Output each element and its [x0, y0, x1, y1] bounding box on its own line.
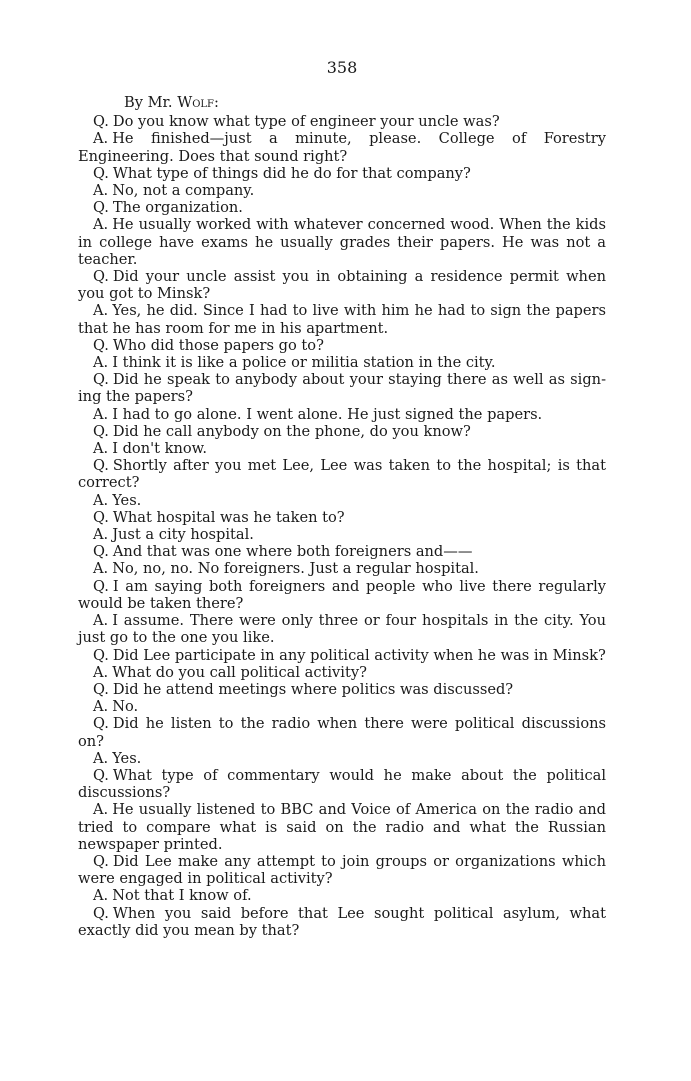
question-paragraph	[78, 113, 606, 130]
testimony-text: What hospital was he taken to?	[112, 508, 345, 526]
answer-paragraph	[78, 354, 606, 371]
speaker-tag: Q.	[93, 904, 109, 922]
question-paragraph	[78, 715, 606, 749]
speaker-tag: Q.	[93, 543, 109, 561]
testimony-text: What type of things did he do for that company?	[112, 164, 471, 182]
testimony-text: What do you call political activity?	[112, 663, 367, 681]
speaker-tag: Q.	[93, 199, 109, 217]
speaker-tag: Q.	[93, 457, 109, 475]
speaker-tag: A.	[93, 216, 109, 234]
speaker-tag: Q.	[93, 577, 109, 595]
testimony-text: He usually listened to BBC and Voice of America on the radio and tried to compare what is said on the radio and what the Russian newspaper printed.	[78, 801, 606, 853]
speaker-tag: Q.	[93, 646, 109, 664]
speaker-tag: Q.	[93, 852, 109, 870]
speaker-tag: A.	[93, 354, 109, 372]
question-paragraph	[78, 767, 606, 801]
testimony-text: I am saying both foreigners and people who live there regularly would be taken there?	[78, 577, 606, 612]
testimony-text: He usually worked with whatever concerned wood. When the kids in college have exams he usually grades their papers. He was not a teacher.	[78, 216, 606, 268]
speaker-tag: Q.	[93, 268, 109, 286]
testimony-text: What type of commentary would he make about the political discussions?	[78, 766, 606, 802]
testimony-text: When you said before that Lee sought political asylum, what exactly did you mean by that?	[78, 904, 606, 939]
examiner-prefix: By Mr.	[124, 94, 178, 111]
speaker-tag: Q.	[93, 336, 109, 354]
answer-paragraph	[78, 526, 606, 543]
examiner-name: Wolf	[177, 94, 214, 111]
testimony-text: Did Lee participate in any political activity when he was in Minsk?	[112, 646, 606, 664]
answer-paragraph	[78, 406, 606, 423]
speaker-tag: A.	[93, 749, 109, 767]
testimony-text: I think it is like a police or militia station in the city.	[112, 354, 496, 372]
question-paragraph	[78, 423, 606, 440]
testimony-text: No.	[112, 698, 139, 716]
testimony-text: Not that I know of.	[112, 887, 252, 905]
testimony-text: I had to go alone. I went alone. He just signed the papers.	[112, 405, 543, 423]
testimony-text: Did he attend meetings where politics was discussed?	[112, 680, 514, 698]
testimony-text: Did Lee make any attempt to join groups or organizations which were engaged in political activity?	[78, 852, 606, 888]
speaker-tag: Q.	[93, 371, 109, 389]
speaker-tag: A.	[93, 887, 109, 905]
question-paragraph	[78, 853, 606, 887]
testimony-text: Did he listen to the radio when there were political discussions on?	[78, 715, 606, 750]
speaker-tag: A.	[93, 526, 109, 544]
testimony-text: Did your uncle assist you in obtaining a residence permit when you got to Minsk?	[78, 268, 606, 303]
speaker-tag: Q.	[93, 508, 109, 526]
question-paragraph	[78, 681, 606, 698]
document-page	[78, 58, 606, 939]
speaker-tag: Q.	[93, 680, 109, 698]
answer-paragraph	[78, 302, 606, 336]
speaker-tag: A.	[93, 130, 109, 148]
answer-paragraph	[78, 492, 606, 509]
speaker-tag: A.	[93, 405, 109, 423]
testimony-text: No, no, no. No foreigners. Just a regular hospital.	[112, 560, 479, 578]
testimony-text: He finished—just a minute, please. College of Forestry Engineering. Does that sound right?	[78, 130, 606, 165]
question-paragraph	[78, 165, 606, 182]
answer-paragraph	[78, 440, 606, 457]
answer-paragraph	[78, 182, 606, 199]
testimony-transcript	[78, 113, 606, 939]
testimony-text: Do you know what type of engineer your uncle was?	[112, 113, 500, 131]
examiner-heading	[78, 94, 606, 111]
speaker-tag: A.	[93, 491, 109, 509]
testimony-text: Did he call anybody on the phone, do you know?	[112, 422, 471, 440]
testimony-text: I assume. There were only three or four hospitals in the city. You just go to the one you like.	[78, 612, 606, 647]
answer-paragraph	[78, 130, 606, 164]
testimony-text: Yes.	[112, 749, 142, 767]
testimony-text: No, not a company.	[112, 182, 255, 200]
testimony-text: Who did those papers go to?	[112, 336, 324, 354]
question-paragraph	[78, 199, 606, 216]
speaker-tag: A.	[93, 663, 109, 681]
speaker-tag: A.	[93, 801, 109, 819]
speaker-tag: Q.	[93, 766, 109, 784]
testimony-text: I don't know.	[112, 440, 208, 458]
answer-paragraph	[78, 801, 606, 853]
question-paragraph	[78, 457, 606, 491]
speaker-tag: A.	[93, 302, 109, 320]
question-paragraph	[78, 509, 606, 526]
answer-paragraph	[78, 750, 606, 767]
answer-paragraph	[78, 664, 606, 681]
question-paragraph	[78, 543, 606, 560]
question-paragraph	[78, 268, 606, 302]
testimony-text: Just a city hospital.	[112, 526, 254, 544]
question-paragraph	[78, 647, 606, 664]
speaker-tag: A.	[93, 612, 109, 630]
speaker-tag: Q.	[93, 422, 109, 440]
answer-paragraph	[78, 887, 606, 904]
speaker-tag: Q.	[93, 715, 109, 733]
testimony-text: Yes.	[112, 491, 142, 509]
examiner-suffix: :	[213, 94, 219, 111]
answer-paragraph	[78, 216, 606, 268]
speaker-tag: A.	[93, 182, 109, 200]
testimony-text: The organization.	[112, 199, 243, 217]
page-number: 358	[326, 58, 358, 77]
speaker-tag: Q.	[93, 164, 109, 182]
speaker-tag: A.	[93, 560, 109, 578]
question-paragraph	[78, 905, 606, 939]
speaker-tag: A.	[93, 698, 109, 716]
answer-paragraph	[78, 612, 606, 646]
question-paragraph	[78, 337, 606, 354]
question-paragraph	[78, 371, 606, 405]
testimony-text: And that was one where both foreigners and——	[112, 543, 473, 561]
answer-paragraph	[78, 698, 606, 715]
answer-paragraph	[78, 560, 606, 577]
question-paragraph	[78, 578, 606, 612]
testimony-text: Shortly after you met Lee, Lee was taken to the hospital; is that correct?	[78, 457, 606, 492]
testimony-text: Yes, he did. Since I had to live with him he had to sign the papers that he has room for me in his apartment.	[78, 302, 606, 337]
testimony-text: Did he speak to anybody about your staying there as well as signing the papers?	[78, 371, 606, 406]
speaker-tag: A.	[93, 440, 109, 458]
speaker-tag: Q.	[93, 113, 109, 131]
